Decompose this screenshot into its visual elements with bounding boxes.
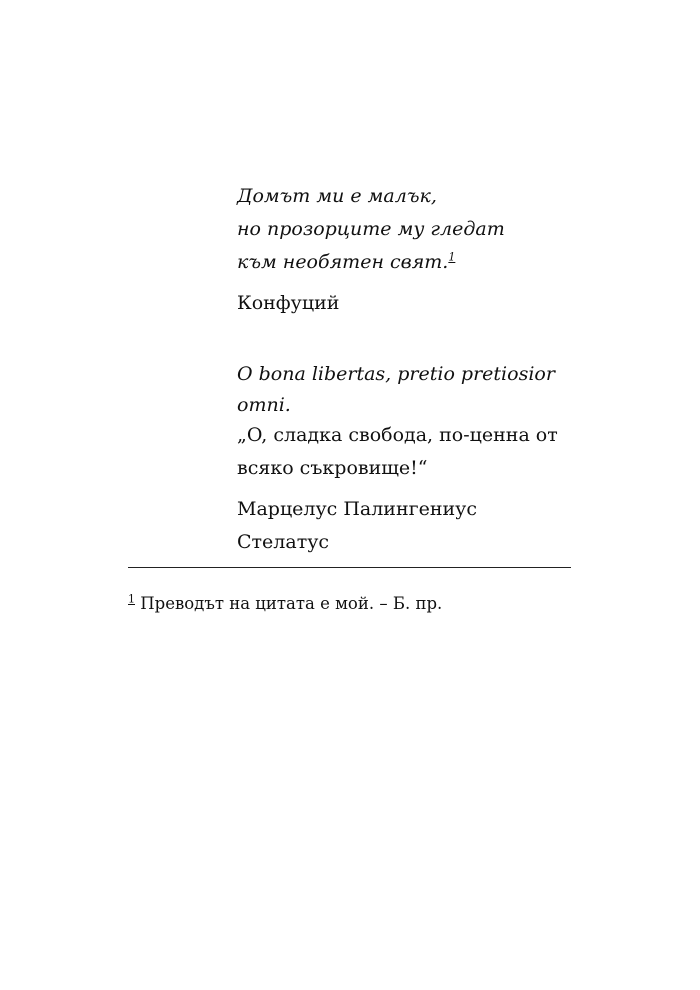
translation-line: „O, сладка свобода, по-ценна от xyxy=(237,424,558,446)
footnote-text: Преводът на цитата е мой. – Б. пр. xyxy=(135,594,443,613)
translation-line: всяко съкровище!“ xyxy=(237,457,428,479)
palingenius-epigraph xyxy=(237,358,577,559)
quote-author: Марцелус Палингениус xyxy=(237,498,477,520)
quote-author: Конфуций xyxy=(237,292,340,314)
quote-author: Стелатус xyxy=(237,531,330,553)
footnote-reference[interactable]: 1 xyxy=(448,250,456,264)
quote-line-text: към необятен свят. xyxy=(237,251,449,273)
quote-line: Домът ми е малък, xyxy=(237,185,437,207)
quote-line xyxy=(237,246,577,279)
quote-line: но прозорците му гледат xyxy=(237,218,505,240)
confucius-epigraph xyxy=(237,180,577,320)
footnote-separator xyxy=(128,567,571,568)
footnote-marker: 1 xyxy=(128,592,135,606)
latin-quote-line: O bona libertas, pretio pretiosior xyxy=(237,363,555,385)
footnote xyxy=(128,592,442,616)
latin-quote-line: omni. xyxy=(237,394,291,416)
